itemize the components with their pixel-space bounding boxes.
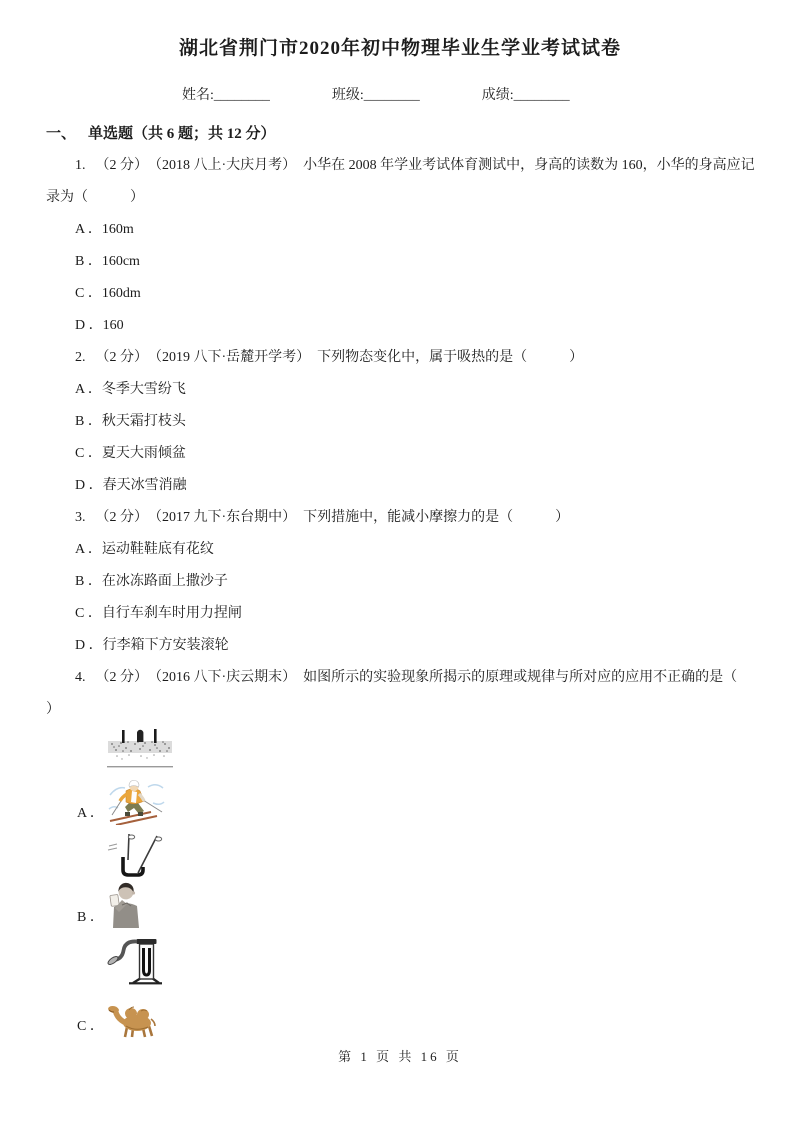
option-a-images	[107, 726, 173, 825]
option-c-images	[107, 935, 163, 1038]
section-title: 单选题（共 6 题；共 12 分）	[88, 126, 276, 142]
question-3-option-c: C ．自行车刹车时用力捏闸	[75, 606, 242, 621]
page-title: 湖北省荆门市2020年初中物理毕业生学业考试试卷	[178, 38, 621, 59]
boy-drinking-image	[107, 881, 143, 929]
nails-in-sponge-experiment-image	[107, 726, 173, 770]
option-b-label: B ．	[77, 910, 104, 925]
name-blank: ________	[213, 88, 270, 103]
question-3-option-a: A ．运动鞋鞋底有花纹	[75, 542, 214, 557]
question-4-image-options	[77, 726, 762, 1038]
question-1-points: （2 分）	[95, 158, 148, 173]
question-2-number: 2.	[75, 350, 86, 365]
question-3-source: （2017 九下·东台期中）	[155, 510, 297, 525]
camel-image	[107, 996, 159, 1038]
question-2-points: （2 分）	[95, 350, 148, 365]
student-info-row	[0, 86, 800, 106]
question-2-text: 下列物态变化中，属于吸热的是（ ）	[317, 350, 584, 365]
question-3-stem	[46, 502, 762, 534]
name-field	[182, 86, 270, 106]
question-3-option-b: B ．在冰冻路面上撒沙子	[75, 574, 228, 589]
straws-in-cup-experiment-image	[107, 831, 163, 879]
question-1-text: 小华在 2008 年学业考试体育测试中，身高的读数为 160，小华的身高应记录为（ ）	[46, 158, 755, 205]
hand-water-pump-image	[107, 935, 163, 985]
question-2-stem	[46, 342, 762, 374]
question-3-text: 下列措施中，能减小摩擦力的是（ ）	[303, 510, 570, 525]
class-blank: ________	[363, 88, 420, 103]
option-c-label: C ．	[77, 1019, 104, 1034]
skier-on-snow-image	[107, 779, 167, 825]
name-label: 姓名:	[182, 88, 214, 103]
question-4-stem	[46, 662, 762, 694]
option-a-label: A ．	[77, 806, 104, 821]
class-field	[332, 86, 420, 106]
question-2-option-d: D ．春天冰雪消融	[75, 478, 187, 493]
question-2-option-c: C ．夏天大雨倾盆	[75, 446, 186, 461]
question-3-option-d: D ．行李箱下方安装滚轮	[75, 638, 229, 653]
question-1-option-a: A ．160m	[75, 222, 134, 237]
exam-content	[0, 106, 800, 1038]
section-number: 一、	[46, 126, 77, 142]
question-1-number: 1.	[75, 158, 86, 173]
question-3-points: （2 分）	[95, 510, 148, 525]
question-4-number: 4.	[75, 670, 86, 685]
question-2-option-a: A ．冬季大雪纷飞	[75, 382, 186, 397]
score-label: 成绩:	[481, 88, 514, 103]
question-3-number: 3.	[75, 510, 86, 525]
question-1-source: （2018 八上·大庆月考）	[155, 158, 297, 173]
score-blank: ________	[513, 88, 570, 103]
section-heading	[46, 118, 762, 150]
question-1-option-b: B ．160cm	[75, 254, 140, 269]
question-4-image-option-c	[77, 935, 762, 1038]
question-1-stem	[46, 150, 762, 214]
question-4-image-option-b	[77, 831, 762, 929]
question-1-option-c: C ．160dm	[75, 286, 141, 301]
question-1-option-d: D ．160	[75, 318, 124, 333]
question-2-option-b: B ．秋天霜打枝头	[75, 414, 186, 429]
page-footer: 第 1 页 共 16 页	[338, 1049, 462, 1064]
question-2-source: （2019 八下·岳麓开学考）	[155, 350, 311, 365]
class-label: 班级:	[331, 88, 364, 103]
score-field	[482, 86, 570, 106]
option-b-images	[107, 831, 163, 929]
question-4-text: 如图所示的实验现象所揭示的原理或规律与所对应的应用不正确的是（	[303, 670, 738, 685]
question-4-source: （2016 八下·庆云期末）	[155, 670, 297, 685]
question-4-image-option-a	[77, 726, 762, 825]
question-4-stem-close: ）	[46, 702, 60, 717]
question-4-points: （2 分）	[95, 670, 148, 685]
